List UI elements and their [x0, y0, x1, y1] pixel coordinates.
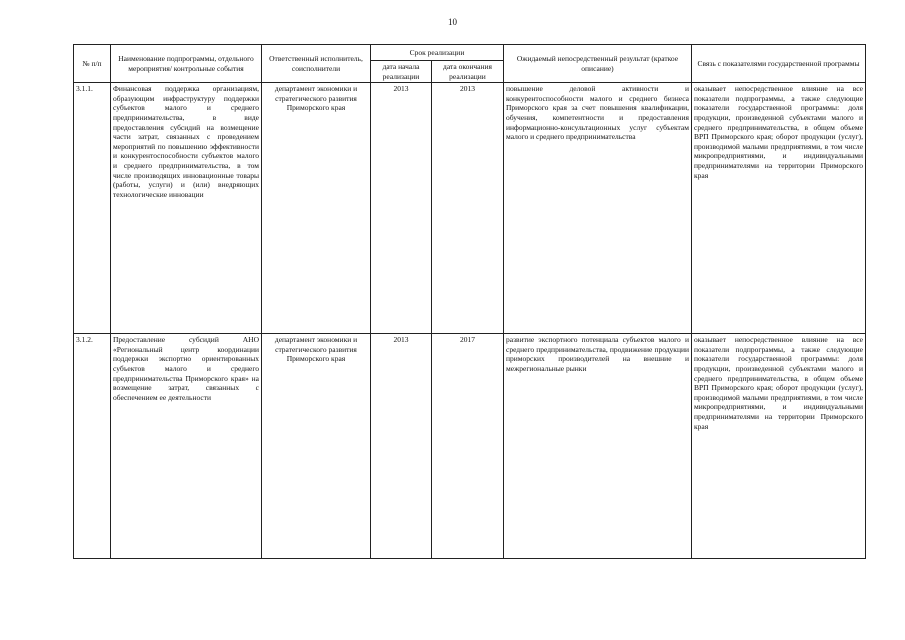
table-row: [74, 83, 866, 334]
header-name: Наименование подпрограммы, отдельного мероприятия/ контрольные события: [111, 45, 262, 83]
table-header-row: [74, 45, 866, 61]
table-row: [74, 334, 866, 559]
row-link: оказывает непосредственное влияние на все показатели подпрограммы, а также следующие показатели государственной программы: доля продукции, произведенной субъектами малого и среднего предпринимательства, в общем объеме ВРП Приморского края; оборот продукции (услуг), производимой малыми предприятиями, в том числе микропредприятиями, и индивидуальными предпринимателями на территории Приморского края: [692, 83, 866, 334]
row-result: повышение деловой активности и конкурентоспособности малого и среднего бизнеса Приморского края за счет повышения квалификации, обучения, компетентности и предоставления информационно-консультационных услуг субъектам малого и среднего предпринимательства: [504, 83, 692, 334]
program-table: [73, 44, 866, 559]
row-name: Финансовая поддержка организациям, образующим инфраструктуру поддержки субъектов малого и среднего предпринимательства, в виде предоставления субсидий на возмещение части затрат, связанных с проведением мероприятий по повышению эффективности и конкурентоспособности субъектов малого и среднего предпринимательства, в том числе производящих инновационные товары (работы, услуги) и (или) внедряющих технологические инновации: [111, 83, 262, 334]
row-num: 3.1.2.: [74, 334, 111, 559]
row-num: 3.1.1.: [74, 83, 111, 334]
header-result: Ожидаемый непосредственный результат (краткое описание): [504, 45, 692, 83]
page-number: 10: [448, 17, 457, 27]
row-name: Предоставление субсидий АНО «Региональный центр координации поддержки экспортно ориентированных субъектов малого и среднего предпринимательства Приморского края» на возмещение затрат, связанных с обеспечением ее деятельности: [111, 334, 262, 559]
header-link: Связь с показателями государственной программы: [692, 45, 866, 83]
row-responsible: департамент экономики и стратегического развития Приморского края: [262, 334, 371, 559]
row-end: 2013: [432, 83, 504, 334]
row-link: оказывает непосредственное влияние на все показатели подпрограммы, а также следующие показатели государственной программы: доля продукции, произведенной субъектами малого и среднего предпринимательства, в общем объеме ВРП Приморского края; оборот продукции (услуг), производимой малыми предприятиями, в том числе микропредприятиями, и индивидуальными предпринимателями на территории Приморского края: [692, 334, 866, 559]
header-num: № п/п: [74, 45, 111, 83]
row-responsible: департамент экономики и стратегического развития Приморского края: [262, 83, 371, 334]
row-start: 2013: [371, 83, 432, 334]
row-result: развитие экспортного потенциала субъектов малого и среднего предпринимательства, продвижение продукции приморских производителей на внешние и межрегиональные рынки: [504, 334, 692, 559]
header-term: Срок реализации: [371, 45, 504, 61]
row-start: 2013: [371, 334, 432, 559]
header-term-end: дата окончания реализации: [432, 61, 504, 83]
row-end: 2017: [432, 334, 504, 559]
header-responsible: Ответственный исполнитель, соисполнители: [262, 45, 371, 83]
header-term-start: дата начала реализации: [371, 61, 432, 83]
